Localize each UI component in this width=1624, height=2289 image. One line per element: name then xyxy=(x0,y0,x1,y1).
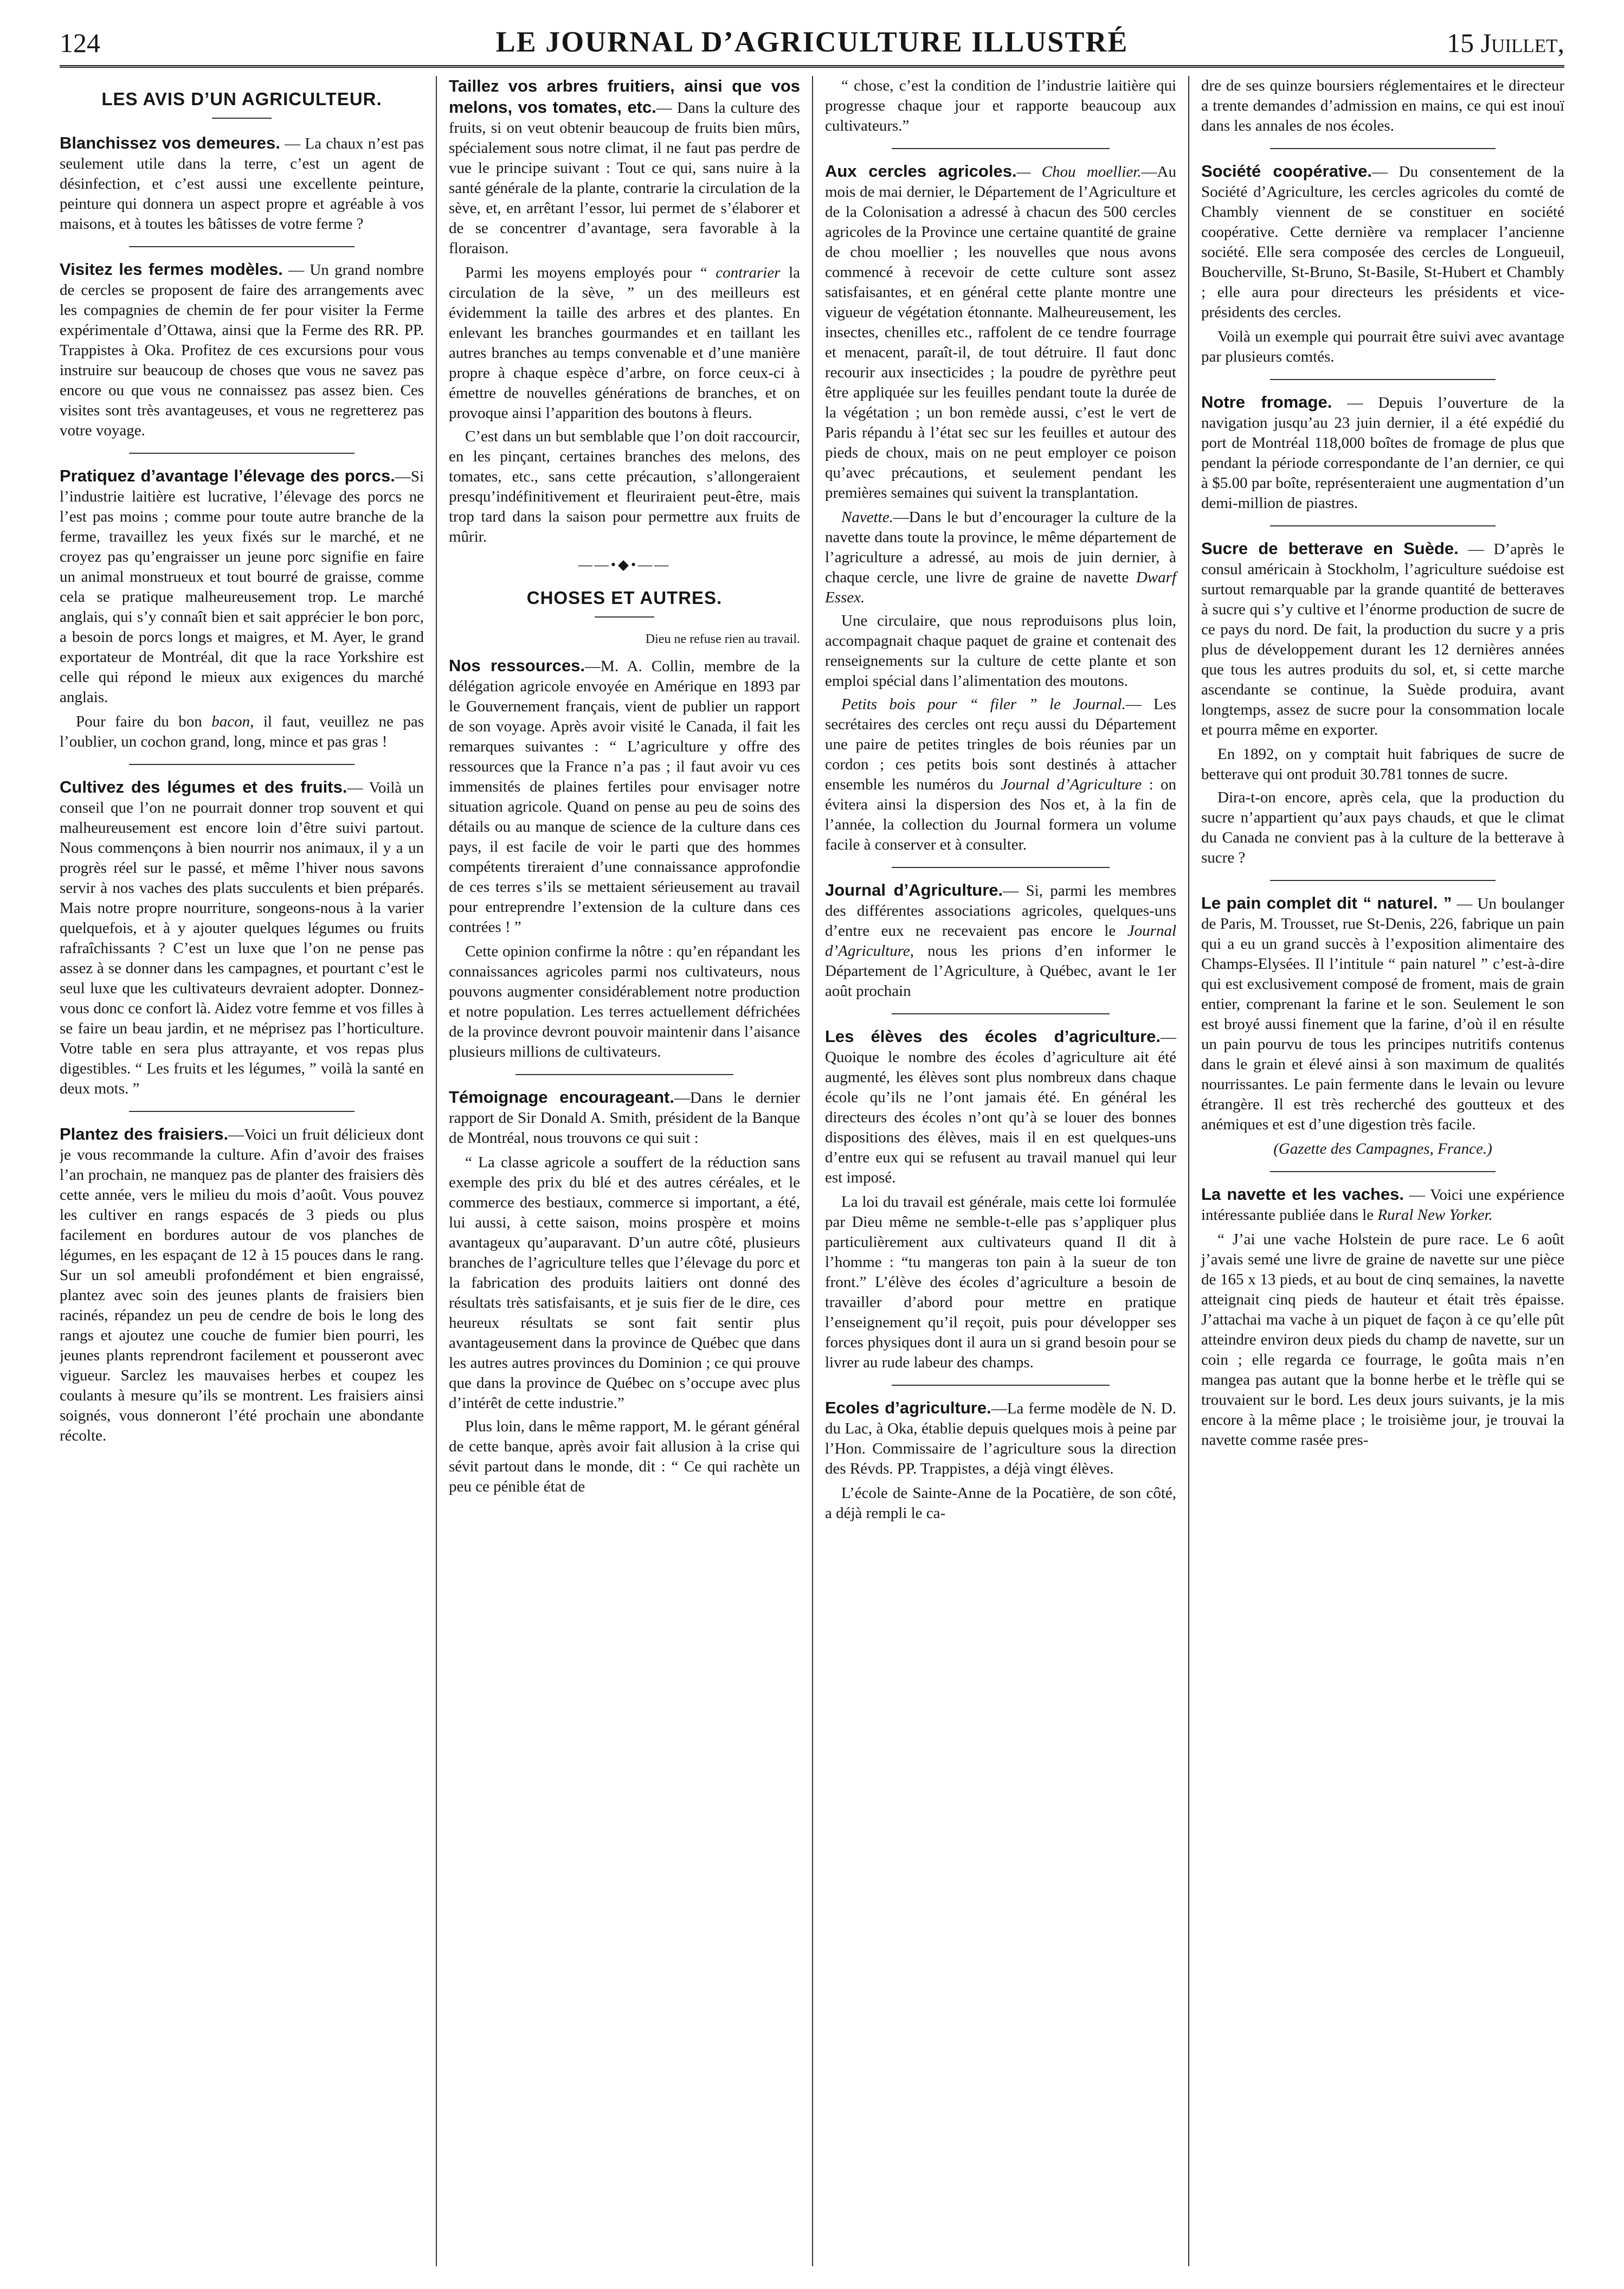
article-paragraph: Plus loin, dans le même rapport, M. le gérant général de cette banque, après avoir fait allusion à la crise qui sévit partout dans le monde, dit : “ Ce qui rachète un peu ce pénible état de xyxy=(449,1418,800,1495)
divider xyxy=(129,1111,355,1112)
article-text: — Dans la culture des fruits, si on veut obtenir beaucoup de fruits bien mûrs, spécialement sous notre climat, il ne faut pas perdre de vue le principe suivant : Tout ce qui, sans nuire à la santé générale de la plante, contrarie la circulation de la sève, et, en arrêtant l’essor, lui permet de s’élaborer et de se concentrer d’avantage, sera favorable à la floraison. xyxy=(449,99,800,257)
article-text: —La ferme modèle de N. D. du Lac, à Oka, établie depuis quelques mois à peine par l’Hon. Commissaire de l’agriculture sous la direction des Révds. PP. Trappistes, a déjà vingt élèves. xyxy=(825,1400,1176,1477)
article-heading: Journal d’Agriculture. xyxy=(825,880,1003,899)
article-text: — Un grand nombre de cercles se proposent de faire des arrangements avec les compagnies de chemin de fer pour visiter la Ferme expérimentale d’Ottawa, ainsi que la Ferme des RR. PP. Trappistes à Oka. Profitez de ces excursions pour vous instruire sur beaucoup de choses que vous ne savez pas encore ou que vous ne connaissez pas assez bien. Ces visites sont très avantageuses, et vous ne regretterez pas votre voyage. xyxy=(60,261,424,439)
text-run: —Dans le but d’encourager la culture de la navette dans toute la province, le même département de l’agriculture a adressé, au mois de juin dernier, à chaque cercle, une livre de graine de navette xyxy=(825,509,1176,586)
divider xyxy=(1270,379,1495,380)
article-fraisiers xyxy=(60,1124,424,1446)
article-heading: Visitez les fermes modèles. xyxy=(60,260,283,279)
article-subheading: — Chou moellier. xyxy=(1016,163,1142,181)
text-run: la circulation de la sève, ” un des meilleurs est évidemment la taille des arbres et des plantes. En enlevant les branches gourmandes et en taillant les autres branches au temps convenable et d’une manière propre à chaque espèce d’arbre, on force ceux-ci à émettre de nouvelles générations de branches, et on provoque ainsi l’apparition des boutons à fleurs. xyxy=(449,264,800,422)
epigraph: Dieu ne refuse rien au travail. xyxy=(645,632,800,646)
article-paragraph: Dira-t-on encore, après cela, que la production du sucre n’appartient qu’aux pays chauds, et que le climat du Canada ne convient pas à la culture de la betterave à sucre ? xyxy=(1201,789,1564,866)
column-1 xyxy=(60,76,436,2266)
article-text: — La chaux n’est pas seulement utile dans la terre, c’est un agent de désinfection, et c’est aussi une excellente peinture, peinture qui donnera un aspect propre et agréable à vos maisons, et à toutes les bâtisses de votre ferme ? xyxy=(60,135,424,233)
article-paragraph: L’école de Sainte-Anne de la Pocatière, de son côté, a déjà rempli le ca- xyxy=(825,1484,1176,1522)
article-heading: Plantez des fraisiers. xyxy=(60,1124,229,1143)
article-temoignage xyxy=(449,1087,800,1148)
text-run: , il faut, veuillez ne pas l’oublier, un cochon grand, long, mince et pas gras ! xyxy=(60,713,424,750)
divider xyxy=(595,616,654,618)
issue-date: 15 Juillet, xyxy=(1447,28,1564,58)
text-run: — Les secrétaires des cercles ont reçu aussi du Département une paire de petites tringles de bois réunies par un cordon ; ces petits bois sont destinés à attacher ensemble les numéros du xyxy=(825,696,1176,793)
italic-term: Journal d’Agriculture xyxy=(1000,776,1142,793)
italic-term: Navette. xyxy=(841,509,893,526)
divider xyxy=(892,1013,1110,1014)
article-source: (Gazette des Campagnes, France.) xyxy=(1273,1140,1492,1158)
newspaper-page xyxy=(60,22,1564,2266)
article-cercles-agricoles xyxy=(825,161,1176,503)
article-text: — Du consentement de la Société d’Agriculture, les cercles agricoles du comté de Chambly viennent de se constituer en société coopérative. Cette dernière va remplacer l’ancienne société. Elle sera composée des cercles de Longueuil, Boucherville, St-Bruno, St-Basile, St-Hubert et Chambly ; elle aura pour directeurs les présidents et vice-présidents des cercles. xyxy=(1201,163,1564,321)
text-run: — Si, parmi les membres des différentes associations agricoles, quelques-uns d’entre eux ne recevaient pas encore le xyxy=(825,882,1176,940)
column-2 xyxy=(436,76,812,2266)
divider xyxy=(1270,880,1495,881)
article-paragraph: Voilà un exemple qui pourrait être suivi avec avantage par plusieurs comtés. xyxy=(1201,328,1564,365)
article-text: — Depuis l’ouverture de la navigation jusqu’au 23 juin dernier, il a été expédié du port de Montréal 118,000 boîtes de fromage de plus que pendant la période correspondante de l’an dernier, ce qui à $5.00 par boîte, représenteraient une augmentation d’un demi-million de piastres. xyxy=(1201,394,1564,512)
article-heading: Blanchissez vos demeures. xyxy=(60,133,280,152)
article-sucre-betterave xyxy=(1201,538,1564,740)
page-header xyxy=(60,22,1564,68)
article-heading: Cultivez des légumes et des fruits. xyxy=(60,777,347,796)
text-run: Parmi les moyens employés pour “ xyxy=(465,264,716,281)
article-heading: Notre fromage. xyxy=(1201,393,1332,411)
article-text: —Voici un fruit délicieux dont je vous recommande la culture. Afin d’avoir des fraises l’an prochain, ne manquez pas de planter des fraisiers dès cette année, vers le milieu du mois d’août. Vous pouvez les cultiver en rangs espacés de 3 pieds ou plus facilement en bordures autour de vos planches de légumes, en les espaçant de 12 à 15 pouces dans le rang. Sur un sol ameubli profondément et bien engraissé, plantez avec soin des jeunes plants de fraisiers bien racinés, répandez un peu de cendre de bois le long des rangs et ajoutez une couche de fumier bien pourri, les jeunes plants reprendront facilement et pousseront avec vigueur. Sarclez les mauvaises herbes et coupez les coulants à mesure qu’ils se montrent. Les fraisiers ainsi soignés, vous donneront l’été prochain une abondante récolte. xyxy=(60,1126,424,1444)
article-elevage-porcs xyxy=(60,466,424,708)
article-paragraph: Une circulaire, que nous reproduisons plus loin, accompagnait chaque paquet de graine et contenait des renseignements sur la culture de cette plante et son emploi spécial dans l’alimentation des moutons. xyxy=(825,612,1176,690)
article-text: —Dans le dernier rapport de Sir Donald A. Smith, président de la Banque de Montréal, nous trouvons ce qui suit : xyxy=(449,1089,800,1147)
divider xyxy=(892,1385,1110,1386)
article-paragraph xyxy=(825,507,1176,608)
journal-title: LE JOURNAL D’AGRICULTURE ILLUSTRÉ xyxy=(495,25,1129,58)
article-heading: Nos ressources. xyxy=(449,656,585,675)
article-heading: Ecoles d’agriculture. xyxy=(825,1398,991,1417)
article-heading: Pratiquez d’avantage l’élevage des porcs. xyxy=(60,466,395,485)
divider xyxy=(1270,148,1495,149)
italic-term: Dwarf Essex. xyxy=(825,569,1176,606)
article-heading: Aux cercles agricoles. xyxy=(825,162,1017,181)
divider xyxy=(212,118,272,119)
italic-term: Journal d’Agriculture xyxy=(825,922,1176,960)
italic-term: Rural New Yorker. xyxy=(1377,1206,1493,1224)
divider xyxy=(892,148,1110,149)
section-title-choses: CHOSES ET AUTRES. xyxy=(526,588,723,608)
article-heading: Les élèves des écoles d’agriculture. xyxy=(825,1027,1161,1046)
article-pain-complet xyxy=(1201,893,1564,1135)
divider xyxy=(1270,525,1495,526)
article-blanchissez xyxy=(60,133,424,234)
article-paragraph: Cette opinion confirme la nôtre : qu’en répandant les connaissances agricoles parmi nos cultivateurs, nous pouvons augmenter considérablement notre production et notre population. Les terres actuellement défrichées de la province devront pouvoir maintenir dans l’aisance plusieurs millions de cultivateurs. xyxy=(449,943,800,1060)
article-societe-cooperative xyxy=(1201,161,1564,323)
article-journal-agriculture xyxy=(825,880,1176,1001)
divider xyxy=(892,867,1110,868)
article-text: — D’après le consul américain à Stockholm, l’agriculture suédoise est surtout remarquable par la grande quantité de betteraves à sucre qui s’y cultive et l’énorme production de sucre de ce pays du nord. De fait, la production du sucre y a pris plus de développement durant les 12 dernières années que tous les autres produits du sol, et, si cette marche ascendante se continue, la Suède produira, avant longtemps, assez de sucre pour la consommation locale et pourra même en exporter. xyxy=(1201,541,1564,738)
italic-term: Petits bois pour “ filer ” le Journal. xyxy=(841,696,1126,713)
article-continuation: dre de ses quinze boursiers réglementaires et le directeur a trente demandes d’admission en mains, ce qui est inouï dans les annales de nos écoles. xyxy=(1201,77,1564,134)
article-navette-vaches xyxy=(1201,1184,1564,1225)
article-fromage xyxy=(1201,392,1564,513)
column-3 xyxy=(812,76,1188,2266)
article-heading: Taillez vos arbres fruitiers, ainsi que vos melons, vos tomates, etc. xyxy=(449,76,800,117)
article-paragraph: C’est dans un but semblable que l’on doit raccourcir, en les pinçant, certaines branches des melons, des tomates, etc., sans cette précaution, s’allongeraient presqu’indéfinitivement et fleuriraient peut-être, mais trop tard dans la saison pour permettre aux fruits de mûrir. xyxy=(449,428,800,545)
article-ressources xyxy=(449,655,800,937)
article-paragraph: En 1892, on y comptait huit fabriques de sucre de betterave qui ont produit 30.781 tonnes de sucre. xyxy=(1201,745,1564,783)
article-fermes-modeles xyxy=(60,259,424,441)
columns xyxy=(60,76,1564,2266)
ornament-divider: ——•◆•—— xyxy=(578,557,671,573)
article-text: — Voilà un conseil que l’on ne pourrait donner trop souvent et qui malheureusement est encore loin d’être suivi partout. Nous commençons à bien nourrir nos animaux, il y a un progrès réel sur le passé, et même l’hiver nous savons servir à nos vaches des plats succulents et bien préparés. Mais notre propre nourriture, songeons-nous à la varier quelquefois, et à y ajouter quelques légumes ou fruits rafraîchissants ? C’est un luxe que l’on ne pense pas assez à se donner dans les campagnes, et pourtant c’est le seul luxe que les cultivateurs devraient adopter. Donnez-vous donc ce confort là. Aidez votre femme et vos filles à se faire un beau jardin, et ne méprisez pas l’horticulture. Votre table en sera plus attrayante, et vos repas plus digestibles. “ Les fruits et les légumes, ” voilà la santé en deux mots. ” xyxy=(60,779,424,1097)
article-heading: Sucre de betterave en Suède. xyxy=(1201,539,1459,558)
article-legumes-fruits xyxy=(60,777,424,1099)
article-heading: Société coopérative. xyxy=(1201,162,1372,181)
article-ecoles-agriculture xyxy=(825,1398,1176,1479)
article-taillez xyxy=(449,76,800,259)
article-paragraph xyxy=(60,712,424,752)
page-number: 124 xyxy=(60,28,100,58)
article-text: —M. A. Collin, membre de la délégation agricole envoyée en Amérique en 1893 par le Gouvernement français, vient de publier un rapport de son voyage. Après avoir visité le Canada, il fait les remarques suivantes : “ L’agriculture y offre des ressources que la France n’a pas ; il faut avoir vu ces immensités de plaines fertiles pour envisager notre situation agricole. Quand on pense au peu de soins des détails ou au manque de science de la culture dans ces pays, il est facile de voir le parti que des hommes compétents tireraient d’une connaissance approfondie de ces terres s’ils se mettaient sérieusement au travail pour entreprendre l’extension de la culture dans ces contrées ! ” xyxy=(449,658,801,936)
divider xyxy=(515,1074,733,1075)
italic-term: contrarier xyxy=(716,264,781,281)
quote-continuation: “ chose, c’est la condition de l’industrie laitière qui progresse chaque jour et rapporte beaucoup aux cultivateurs.” xyxy=(825,77,1176,134)
divider xyxy=(129,764,355,765)
article-quote: “ La classe agricole a souffert de la réduction sans exemple des prix du blé et des autres céréales, et le commerce des bestiaux, commerce si important, a été, lui aussi, à cette saison, moins prospère et moins avantageux qu’auparavant. D’un autre côté, plusieurs branches de l’agriculture telles que l’élevage du porc et la fabrication des produits laitiers ont donné des résultats très satisfaisants, et je suis fier de le dire, ces heureux résultats se sont fait sentir plus avantageusement dans la province de Québec que dans les autres autres provinces du Dominion ; ce qui prouve que dans la province de Québec on s’occupe avec plus d’intérêt de cette industrie.” xyxy=(449,1154,800,1412)
text-run: , nous les prions d’en informer le Département de l’Agriculture, à Québec, avant le 1er août prochain xyxy=(825,942,1176,1000)
article-quote: “ J’ai une vache Holstein de pure race. Le 6 août j’avais semé une livre de graine de navette sur une pièce de 165 x 13 pieds, et au bout de cinq semaines, la navette atteignait cinq pieds de hauteur et était très épaisse. J’attachai ma vache à un piquet de façon à ce qu’elle pût atteindre environ deux pieds du champ de navette, sur un coin ; elle regarda ce fourrage, le goûta mais n’en mangea pas autant que la bonne herbe et le trèfle qui se trouvaient sur le bord. Les deux jours suivants, je la mis encore à la même place ; le troisième jour, je trouvai la navette comme rasée pres- xyxy=(1201,1231,1564,1449)
article-eleves-ecoles xyxy=(825,1026,1176,1188)
text-run: — Voici une expérience intéressante publiée dans le xyxy=(1201,1186,1564,1224)
article-heading: Le pain complet dit “ naturel. ” xyxy=(1201,893,1452,912)
text-run: Pour faire du bon xyxy=(76,713,212,730)
article-paragraph: La loi du travail est générale, mais cette loi formulée par Dieu même ne semble-t-elle pas s’appliquer plus particulièrement aux cultivateurs quand Il dit à l’homme : “tu mangeras ton pain à la sueur de ton front.” L’élève des écoles d’agriculture a besoin de travailler d’abord pour mettre en pratique l’enseignement qu’il reçoit, puis pour développer ses forces physiques dont il aura un si grand besoin pour se livrer au rude labeur des champs. xyxy=(825,1193,1176,1371)
article-text: — Un boulanger de Paris, M. Trousset, rue St-Denis, 226, fabrique un pain qui a eu un grand succès à l’exposition alimentaire des Champs-Elysées. Il l’intitule “ pain naturel ” c’est-à-dire qui est exclusivement composé de froment, mais de grain entier, comprenant la farine et le son. Seulement le son est broyé aussi finement que la farine, d’où il en résulte un pain pourvu de tous les principes nutritifs contenus dans le grain et élevé ainsi à son maximum de qualités nourrissantes. Le pain fermente dans le levain ou levure étrangère. Il est très recherché des goutteux et des anémiques et est d’une digestion très facile. xyxy=(1201,895,1564,1133)
article-paragraph xyxy=(825,695,1176,855)
column-4 xyxy=(1188,76,1564,2266)
divider xyxy=(1270,1171,1495,1172)
article-text: —Si l’industrie laitière est lucrative, l’élevage des porcs ne l’est pas moins ; comme pour toute autre branche de la ferme, travaillez les yeux fixés sur le marché, et ne croyez pas qu’engraisser un jeune porc signifie en faire un animal monstrueux et tout bourré de graisse, comme cela se pratique malheureusement trop. Le marché anglais, qui s’y connaît bien et sait apprécier le bon porc, a besoin de porcs longs et maigres, et M. Ayer, le grand exportateur de Montréal, dit que la race Yorkshire est celle qui répond le mieux aux exigences du marché anglais. xyxy=(60,468,424,706)
italic-term: bacon xyxy=(211,713,250,730)
divider xyxy=(129,246,355,247)
article-heading: La navette et les vaches. xyxy=(1201,1185,1404,1204)
divider xyxy=(129,453,355,454)
article-heading: Témoignage encourageant. xyxy=(449,1088,674,1107)
article-text: —Au mois de mai dernier, le Département de l’Agriculture et de la Colonisation a adressé à chacun des 500 cercles agricoles de la Province une certaine quantité de graine de chou moellier ; les nouvelles que nous avons commencé à recevoir de cette culture sont assez satisfaisantes, et en général cette plante montre une vigueur de végétation étonnante. Malheureusement, les insectes, chenilles etc., raffolent de ce tendre fourrage et menacent, paraît-il, de tout détruire. Il faut donc recourir aux insecticides ; la poudre de pyrèthre peut être appliquée sur les feuilles pendant toute la durée de la végétation ; un bon remède aussi, c’est le vert de Paris répandu à l’état sec sur les feuilles et autour des pieds de choux, mais on ne peut employer ce poison qu’avec précautions, et seulement pendant les premières semaines qui suivent la transplantation. xyxy=(825,163,1176,501)
text-run: : on évitera ainsi la dispersion des Nos et, à la fin de l’année, la collection du Journal formera un volume facile à conserver et à consulter. xyxy=(825,776,1177,853)
article-text: —Quoique le nombre des écoles d’agriculture ait été augmenté, les élèves sont plus nombreux dans chaque école qu’ils ne l’ont jamais été. En général les directeurs des écoles n’ont qu’à se louer des bonnes dispositions des élèves, mais il en est quelques-uns d’entre eux qui se refusent au travail manuel qui leur est imposé. xyxy=(825,1028,1176,1186)
article-paragraph xyxy=(449,263,800,423)
section-title-avis: LES AVIS D’UN AGRICULTEUR. xyxy=(101,89,382,109)
